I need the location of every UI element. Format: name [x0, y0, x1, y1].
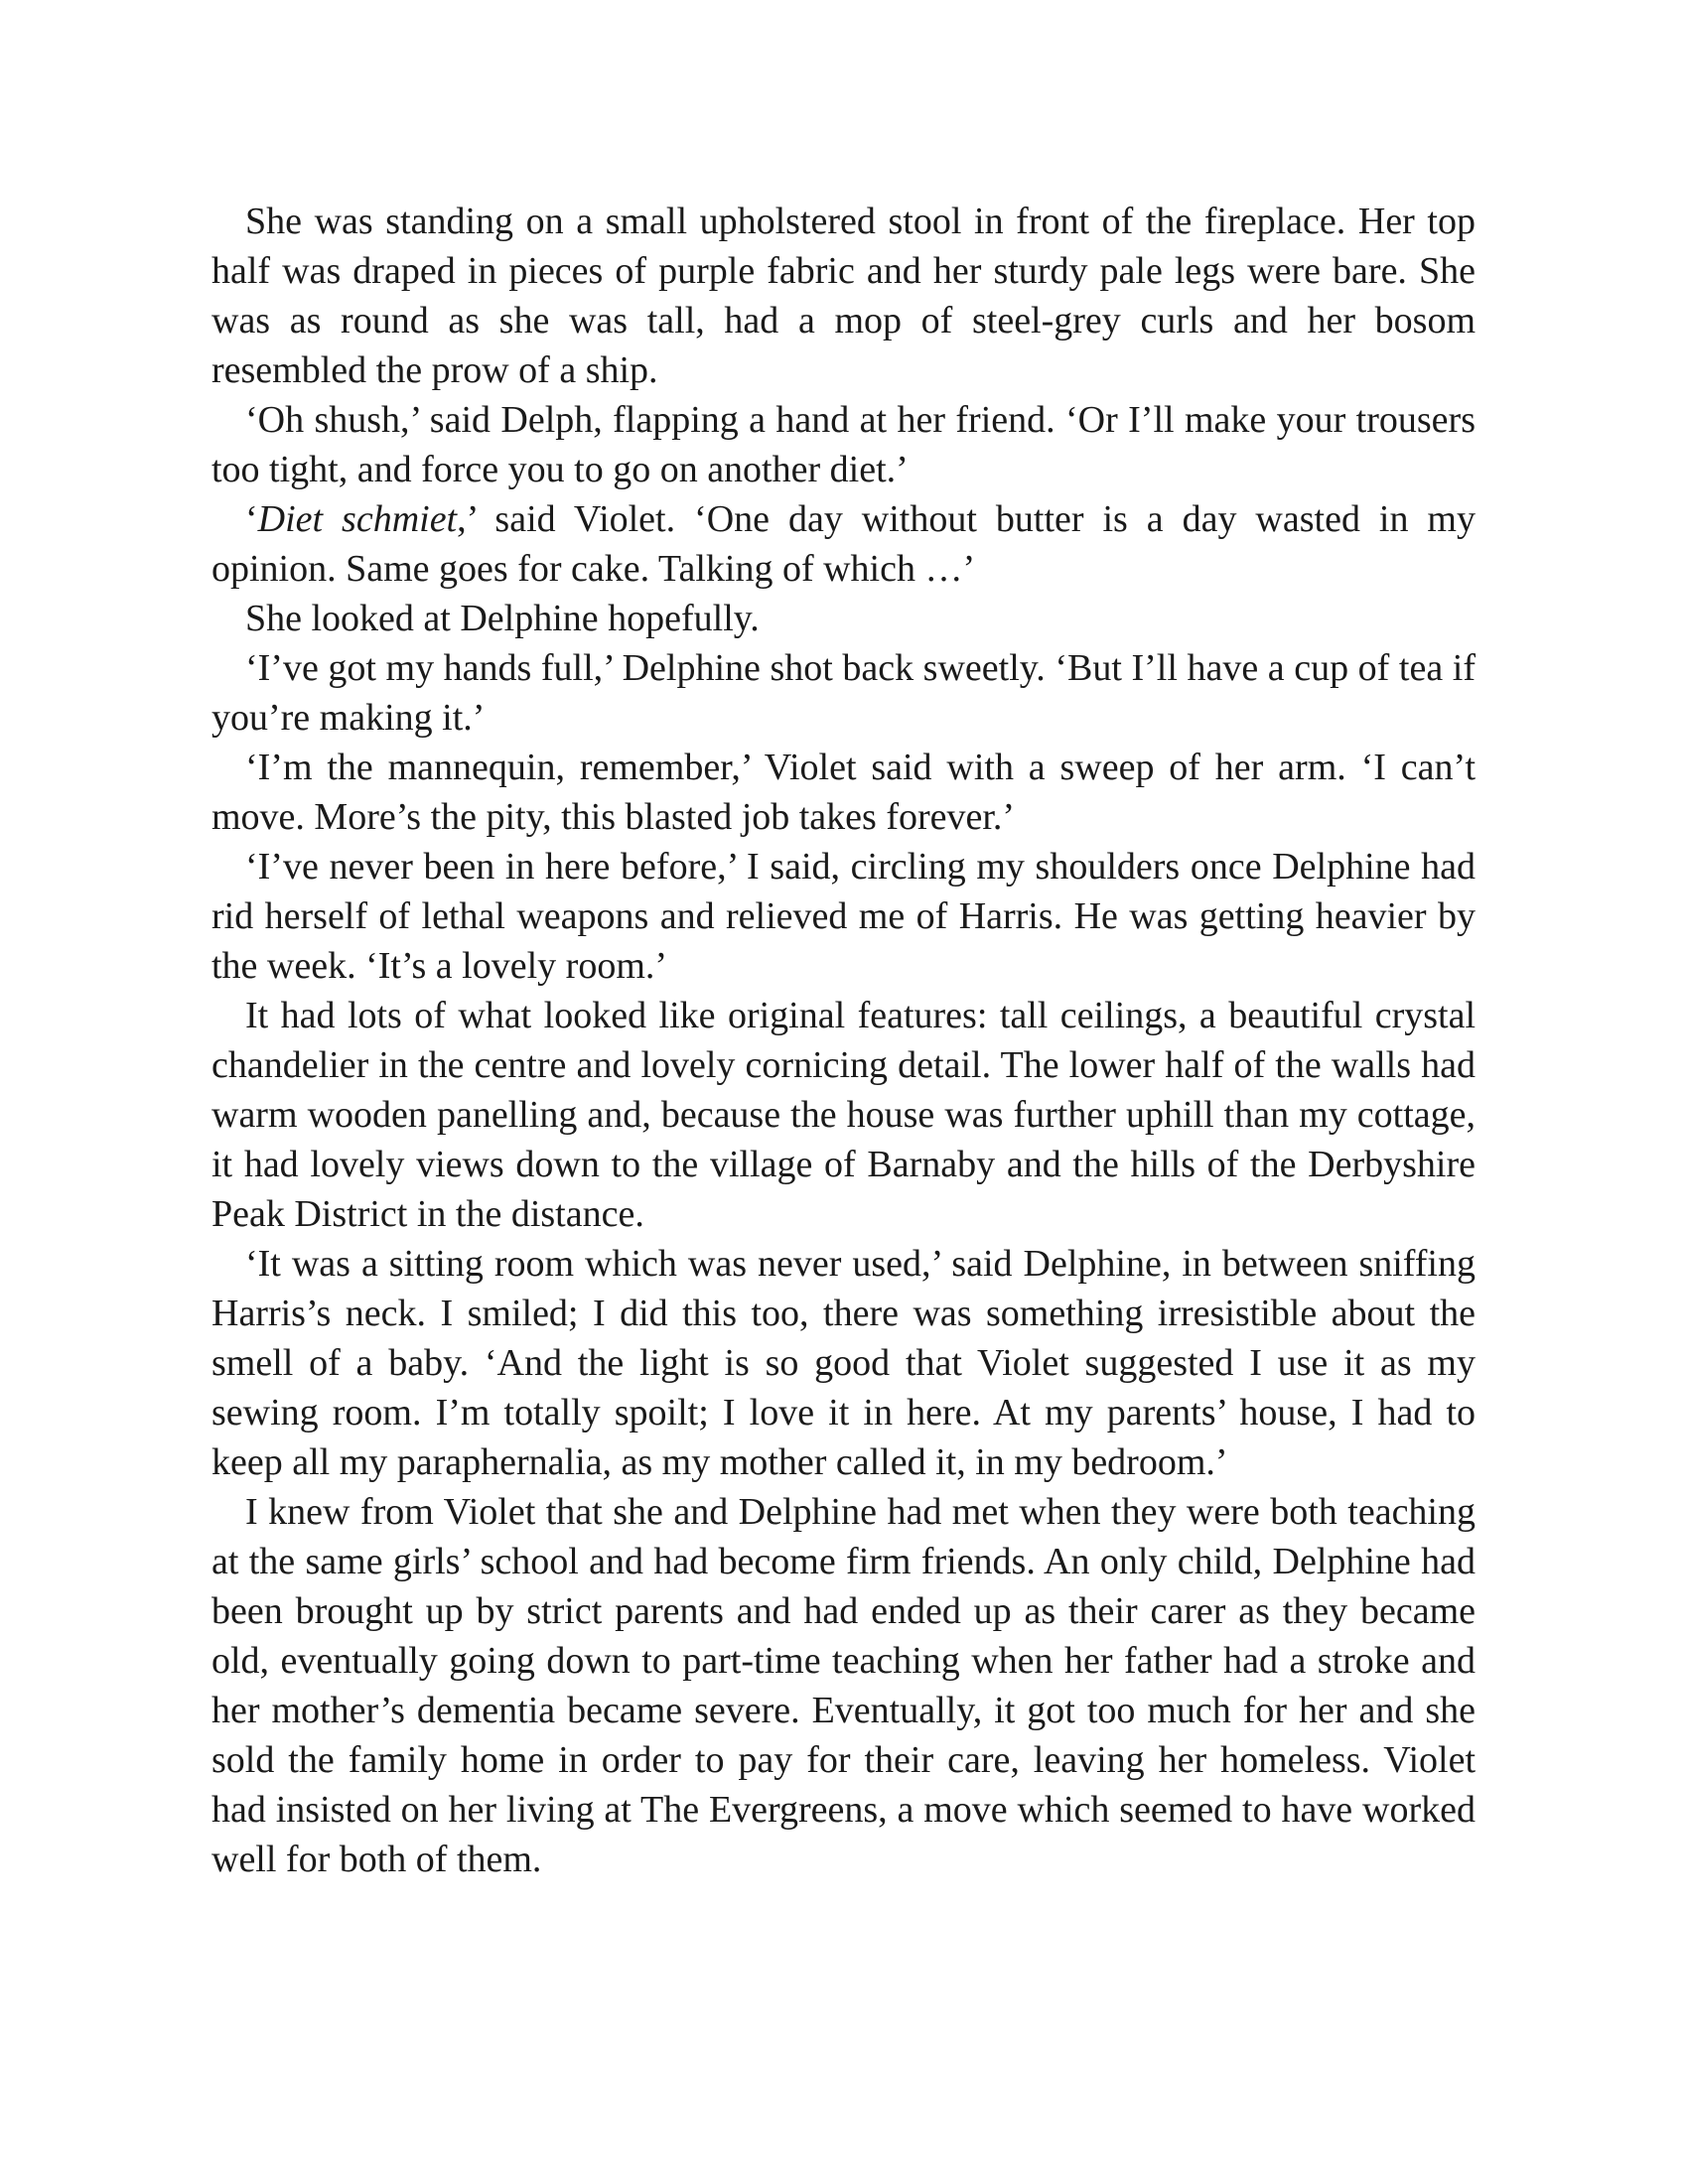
paragraph-6: ‘I’m the mannequin, remember,’ Violet said with a sweep of her arm. ‘I can’t move. More’s the pity, this blasted job takes forever.’ — [211, 747, 1476, 838]
paragraph-9: ‘It was a sitting room which was never used,’ said Delphine, in between sniffing Harris’s neck. I smiled; I did this too, there was something irresistible about the smell of a baby. ‘And the light is so good that Violet suggested I use it as my sewing room. I’m totally spoilt; I love it in here. At my parents’ house, I had to keep all my paraphernalia, as my mother called it, in my bedroom.’ — [211, 1243, 1476, 1483]
paragraph-8: It had lots of what looked like original features: tall ceilings, a beautiful crystal chandelier in the centre and lovely cornicing detail. The lower half of the walls had warm wooden panelling and, because the house was further uphill than my cottage, it had lovely views down to the village of Barnaby and the hills of the Derbyshire Peak District in the distance. — [211, 995, 1476, 1235]
paragraph-5: ‘I’ve got my hands full,’ Delphine shot back sweetly. ‘But I’ll have a cup of tea if you’re making it.’ — [211, 647, 1476, 739]
italic-phrase: Diet schmiet — [257, 498, 458, 540]
paragraph-2: ‘Oh shush,’ said Delph, flapping a hand at her friend. ‘Or I’ll make your trousers too tight, and force you to go on another diet.’ — [211, 399, 1476, 490]
paragraph-1: She was standing on a small upholstered stool in front of the fireplace. Her top half was draped in pieces of purple fabric and her sturdy pale legs were bare. She was as round as she was tall, had a mop of steel-grey curls and her bosom resembled the prow of a ship. — [211, 201, 1476, 391]
paragraph-3: ‘Diet schmiet,’ said Violet. ‘One day without butter is a day wasted in my opinion. Same goes for cake. Talking of which …’ — [211, 498, 1476, 590]
paragraph-7: ‘I’ve never been in here before,’ I said, circling my shoulders once Delphine had rid herself of lethal weapons and relieved me of Harris. He was getting heavier by the week. ‘It’s a lovely room.’ — [211, 846, 1476, 987]
paragraph-10: I knew from Violet that she and Delphine had met when they were both teaching at the same girls’ school and had become firm friends. An only child, Delphine had been brought up by strict parents and had ended up as their carer as they became old, eventually going down to part-time teaching when her father had a stroke and her mother’s dementia became severe. Eventually, it got too much for her and she sold the family home in order to pay for their care, leaving her homeless. Violet had insisted on her living at The Evergreens, a move which seemed to have worked well for both of them. — [211, 1491, 1476, 1880]
book-page — [211, 197, 1476, 1884]
paragraph-4: She looked at Delphine hopefully. — [245, 598, 760, 639]
